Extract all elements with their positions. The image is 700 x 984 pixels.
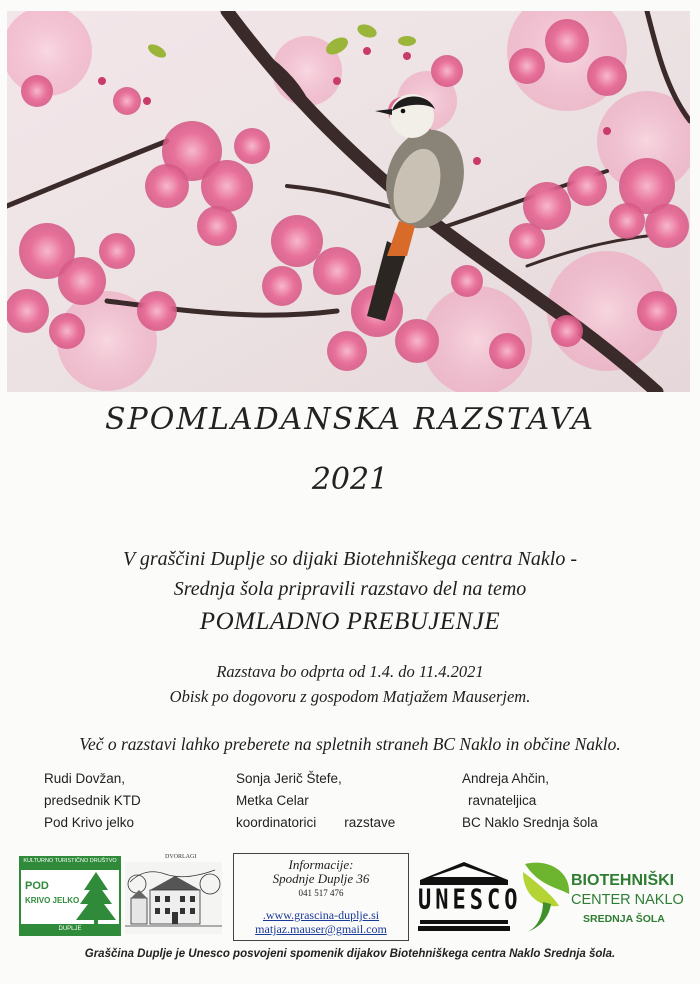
signature-name: Andreja Ahčin,	[462, 771, 550, 786]
signature-name: Rudi Dovžan,	[44, 771, 126, 786]
leaf-icon	[519, 858, 573, 934]
signature-role: ravnateljica	[468, 793, 537, 808]
castle-icon	[125, 862, 222, 934]
signature-role: predsednik KTD	[44, 793, 141, 808]
signature-school	[462, 768, 598, 834]
signature-org: Pod Krivo jelko	[44, 815, 135, 830]
bc-logo-line-1: BIOTEHNIŠKI	[571, 872, 675, 889]
more-info-note: Več o razstavi lahko preberete na spletnih straneh BC Naklo in občine Naklo.	[79, 734, 621, 754]
signature-ktd	[44, 768, 141, 834]
email-link[interactable]: matjaz.mauser@gmail.com	[255, 922, 387, 936]
signature-org: BC Naklo Srednja šola	[462, 815, 598, 830]
contact-info-box	[233, 853, 409, 941]
header-photo	[7, 11, 690, 392]
exhibition-title: SPOMLADANSKA RAZSTAVA	[104, 402, 596, 437]
intro-line-1: V graščini Duplje so dijaki Biotehniškega centra Naklo -	[122, 548, 577, 570]
castle-drawing	[125, 854, 222, 934]
ktd-logo-footer: DUPLJE	[21, 924, 119, 934]
unesco-label: UNESCO	[418, 884, 522, 917]
signature-name-2: Metka Celar	[236, 793, 309, 808]
castle-drawing-label: DVORLAGI	[165, 854, 197, 860]
signature-role-2: razstave	[344, 815, 396, 830]
info-phone: 041 517 476	[298, 888, 344, 898]
website-link[interactable]: .www.grascina-duplje.si	[262, 908, 380, 922]
bird-on-blossom-branch-image	[7, 11, 690, 392]
ktd-pod-krivo-jelko-logo	[19, 856, 121, 936]
bc-naklo-logo	[519, 858, 684, 934]
signature-name: Sonja Jerič Štefe,	[236, 771, 342, 786]
ktd-logo-name-1: POD	[25, 880, 49, 892]
info-heading: Informacije:	[288, 857, 354, 872]
exhibition-year: 2021	[311, 462, 389, 497]
ktd-logo-name-2: KRIVO JELKO	[25, 896, 80, 905]
info-address: Spodnje Duplje 36	[272, 871, 370, 886]
visit-note: Obisk po dogovoru z gospodom Matjažem Mauserjem.	[169, 687, 531, 706]
bc-logo-line-2: CENTER NAKLO	[571, 892, 684, 908]
signature-coordinators	[236, 768, 395, 834]
footer-note: Graščina Duplje je Unesco posvojeni spomenik dijakov Biotehniškega centra Naklo Srednja šola.	[84, 948, 616, 960]
ktd-logo-header: KULTURNO TURISTIČNO DRUŠTVO	[21, 858, 119, 870]
intro-line-2: Srednja šola pripravili razstavo del na temo	[173, 578, 527, 600]
exhibition-theme: POMLADNO PREBUJENJE	[199, 608, 501, 635]
bc-logo-line-3: SREDNJA ŠOLA	[583, 913, 665, 925]
unesco-logo	[418, 860, 522, 932]
signature-role: koordinatorici razstave	[236, 815, 396, 830]
pine-tree-icon	[76, 872, 116, 924]
exhibition-dates: Razstava bo odprta od 1.4. do 11.4.2021	[216, 662, 484, 681]
